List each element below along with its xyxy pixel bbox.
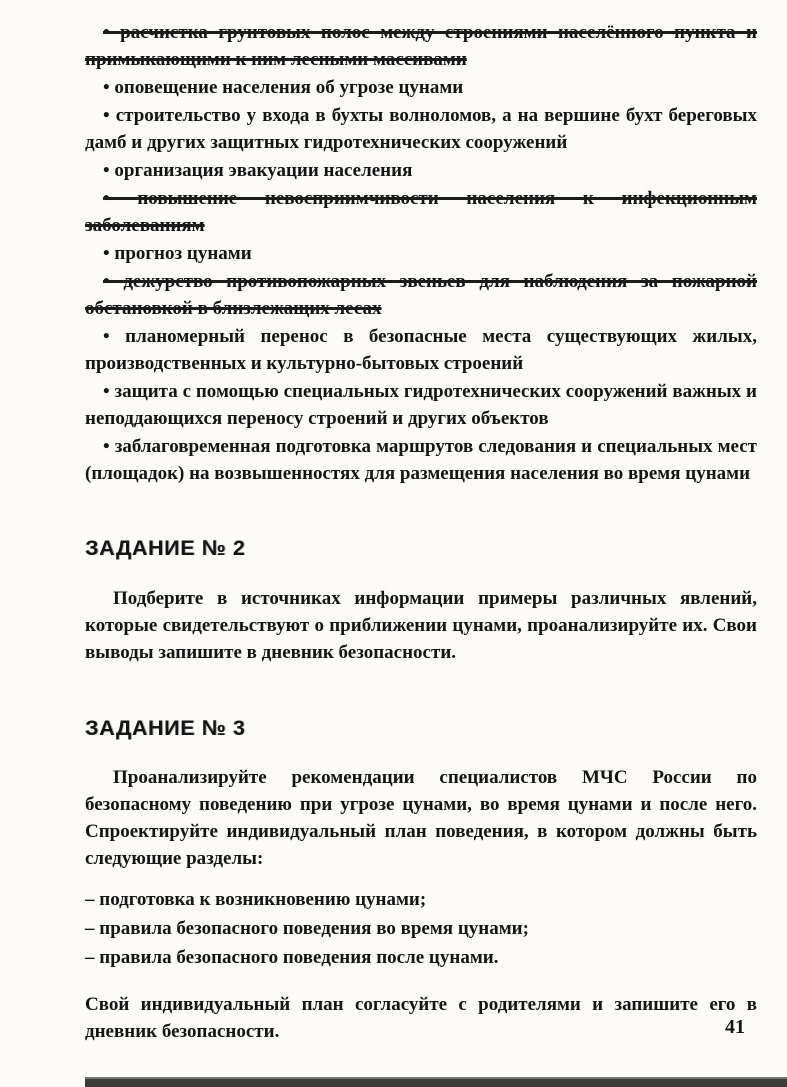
bullet-item: • прогноз цунами [85,241,757,268]
bullet-item: • защита с помощью специальных гидротехнических сооружений важных и неподдающихся переносу строений и других объектов [85,379,757,433]
dash-item: – правила безопасного поведения после цунами. [85,945,757,972]
bullet-item: • планомерный перенос в безопасные места существующих жилых, производственных и культурно-бытовых строений [85,324,757,378]
task-2-paragraph: Подберите в источниках информации примеры различных явлений, которые свидетельствуют о приближении цунами, проанализируйте их. Свои выводы запишите в дневник безопасности. [85,587,757,663]
task-3-heading: ЗАДАНИЕ № 3 [85,715,246,740]
page-scan-edge [85,1077,787,1087]
task-2-heading: ЗАДАНИЕ № 2 [85,536,246,561]
bullet-item: • организация эвакуации населения [85,158,757,185]
bullet-item: • оповещение населения об угрозе цунами [85,75,757,102]
page-content [85,20,757,1052]
bullet-item: • повышение невосприимчивости населения к инфекционным заболеваниям [85,186,757,240]
dash-item: – правила безопасного поведения во время цунами; [85,916,757,943]
bullet-item: • заблаговременная подготовка маршрутов следования и специальных мест (площадок) на возвышенностях для размещения населения во время цунами [85,434,757,488]
bullet-item: • дежурство противопожарных звеньев для наблюдения за пожарной обстановкой в близлежащих лесах [85,269,757,323]
page-number: 41 [725,1016,745,1038]
task-3-section-list [85,887,757,972]
task-3-intro-paragraph: Проанализируйте рекомендации специалистов МЧС России по безопасному поведению при угрозе цунами, во время цунами и после него. Спроектируйте индивидуальный план поведения, в котором должны быть следующие разделы: [85,767,757,870]
bullet-item: • расчистка грунтовых полос между строениями населённого пункта и примыкающими к ним лесными массивами [85,20,757,74]
bullet-item: • строительство у входа в бухты волноломов, а на вершине бухт береговых дамб и других защитных гидротехнических сооружений [85,103,757,157]
task-3-outro-paragraph: Свой индивидуальный план согласуйте с родителями и запишите его в дневник безопасности. [85,994,757,1043]
dash-item: – подготовка к возникновению цунами; [85,887,757,914]
